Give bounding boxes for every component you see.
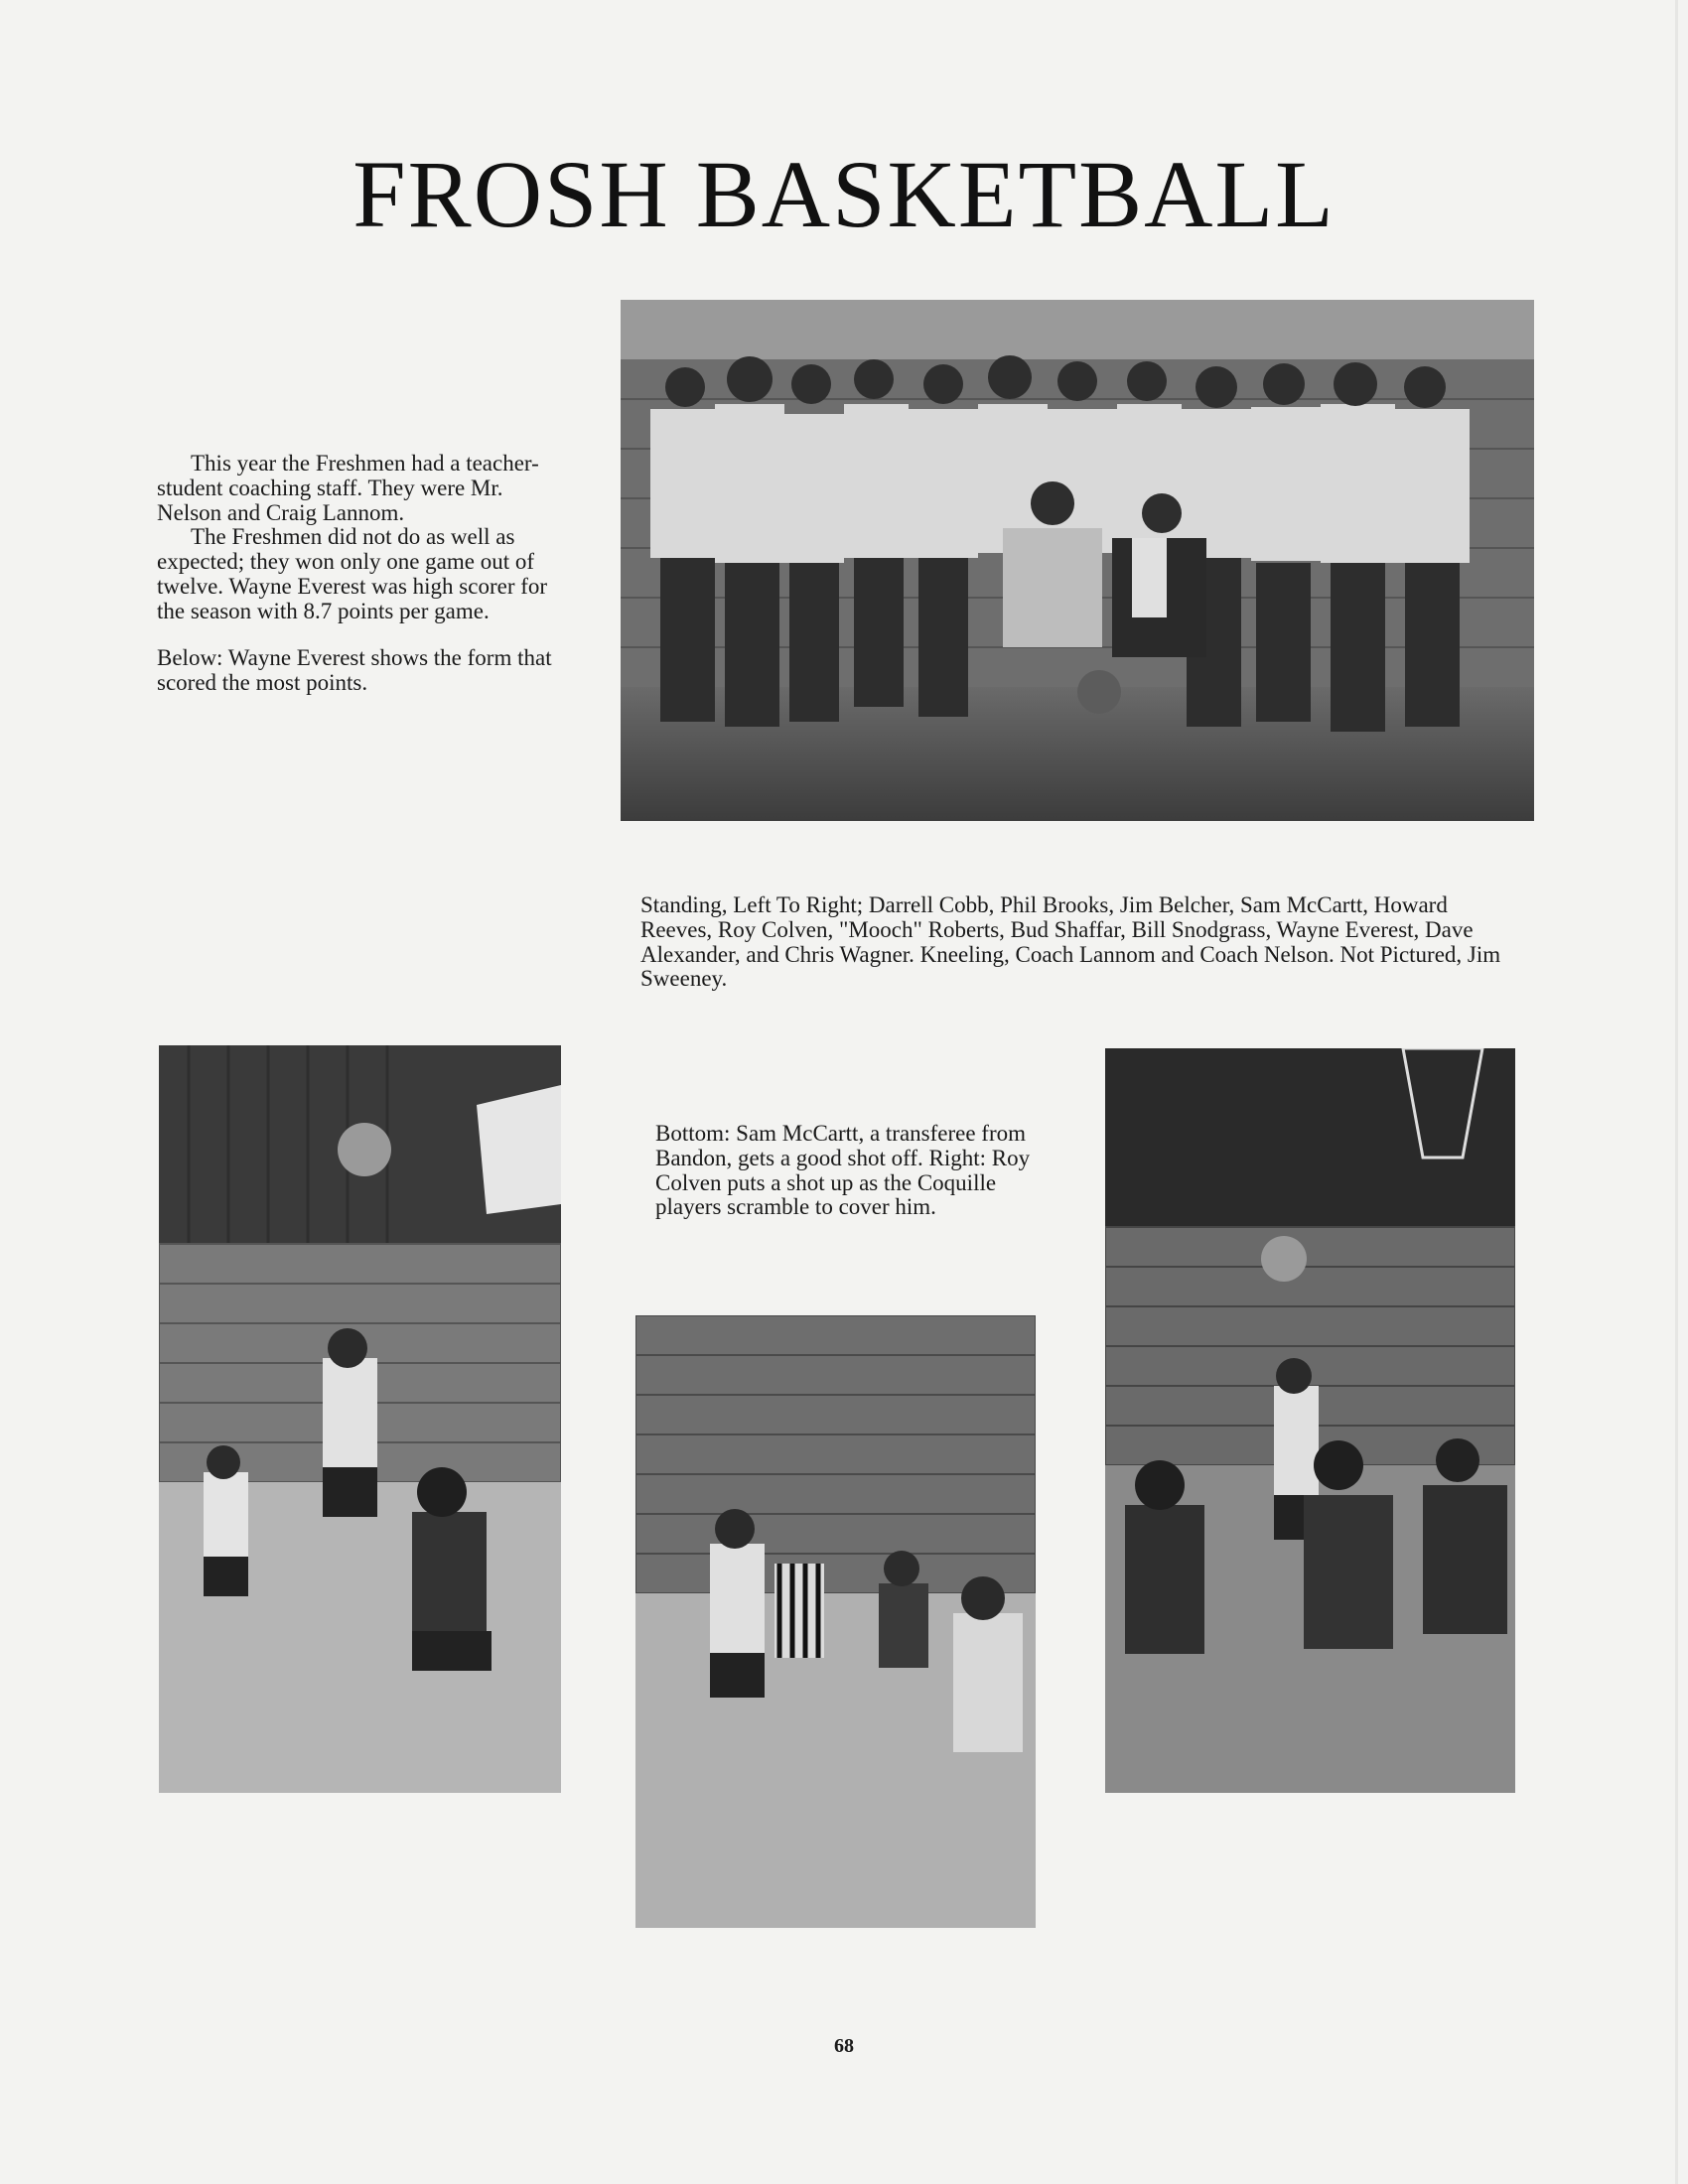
intro-paragraph-2: The Freshmen did not do as well as expected; they won only one game out of twelve. Wayne Everest was high scorer for the season with 8.7 points per game. bbox=[157, 524, 548, 623]
page-edge bbox=[1675, 0, 1678, 2184]
team-photo bbox=[621, 300, 1534, 821]
action-photo-mccartt bbox=[635, 1315, 1036, 1928]
action-photo-everest bbox=[159, 1045, 561, 1793]
intro-paragraph-1: This year the Freshmen had a teacher-student coaching staff. They were Mr. Nelson and Craig Lannom. bbox=[157, 451, 539, 525]
intro-paragraph-3: Below: Wayne Everest shows the form that scored the most points. bbox=[157, 644, 552, 695]
intro-text bbox=[157, 452, 554, 695]
action-caption: Bottom: Sam McCartt, a transferee from Bandon, gets a good shot off. Right: Roy Colven puts a shot up as the Coquille players scramble to cover him. bbox=[655, 1121, 1031, 1220]
team-caption: Standing, Left To Right; Darrell Cobb, Phil Brooks, Jim Belcher, Sam McCartt, Howard Reeves, Roy Colven, "Mooch" Roberts, Bud Shaffar, Bill Snodgrass, Wayne Everest, Dave Alexander, and Chris Wagner. Kneeling, Coach Lannom and Coach Nelson. Not Pictured, Jim Sweeney. bbox=[640, 892, 1501, 992]
page-title: FROSH BASKETBALL bbox=[352, 141, 1336, 247]
page-number: 68 bbox=[834, 2035, 854, 2057]
action-photo-colven bbox=[1105, 1048, 1515, 1793]
